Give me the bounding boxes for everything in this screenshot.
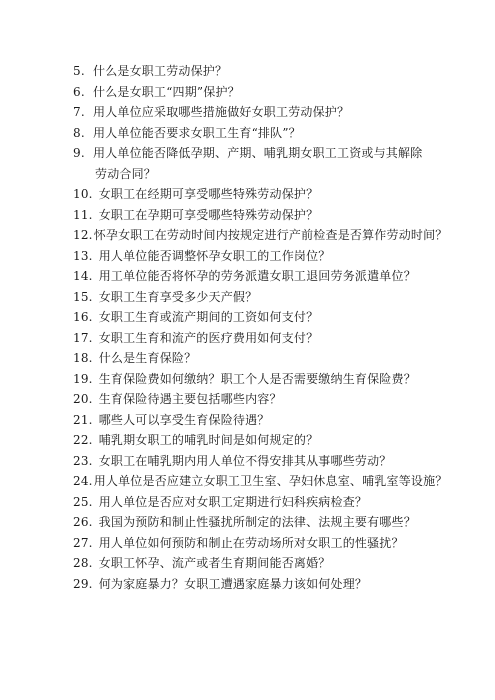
question-text: 用人单位能否要求女职工生育“排队”？ xyxy=(93,125,301,140)
question-text: 生育保险待遇主要包括哪些内容？ xyxy=(98,392,282,406)
question-number: 10. xyxy=(73,187,93,201)
question-text: 女职工怀孕、流产或者生育期间能否离婚？ xyxy=(98,556,331,570)
question-number: 18. xyxy=(73,351,93,365)
question-number: 25. xyxy=(73,494,93,509)
question-item xyxy=(73,205,473,226)
question-list xyxy=(73,61,473,594)
question-text: 女职工在孕期可享受哪些特殊劳动保护？ xyxy=(98,207,319,222)
question-number: 21. xyxy=(73,412,93,427)
question-text: 怀孕女职工在劳动时间内按规定进行产前检查是否算作劳动时间？ xyxy=(93,228,448,242)
question-text: 女职工生育享受多少天产假？ xyxy=(98,289,258,304)
question-text: 女职工生育或流产期间的工资如何支付？ xyxy=(98,310,319,324)
question-text: 用人单位是否应建立女职工卫生室、孕妇休息室、哺乳室等设施？ xyxy=(93,474,448,488)
question-text: 用人单位如何预防和制止在劳动场所对女职工的性骚扰？ xyxy=(98,535,404,550)
question-number: 26. xyxy=(73,515,93,529)
question-number: 14. xyxy=(73,269,93,283)
question-text: 什么是女职工“四期”保护？ xyxy=(93,84,240,99)
question-number: 13. xyxy=(73,248,93,263)
question-item xyxy=(73,533,473,554)
question-text: 用人单位应采取哪些措施做好女职工劳动保护？ xyxy=(93,105,350,119)
question-text: 哺乳期女职工的哺乳时间是如何规定的？ xyxy=(98,433,319,447)
question-item xyxy=(73,574,473,595)
question-item xyxy=(73,123,473,144)
question-item xyxy=(73,307,473,328)
question-number: 7. xyxy=(73,105,85,119)
question-number: 20. xyxy=(73,392,93,406)
question-number: 15. xyxy=(73,289,93,304)
question-item xyxy=(73,82,473,103)
question-item xyxy=(73,246,473,267)
question-number: 16. xyxy=(73,310,93,324)
question-number: 11. xyxy=(73,207,93,222)
question-number: 28. xyxy=(73,556,93,570)
question-text: 女职工生育和流产的医疗费用如何支付？ xyxy=(98,330,319,345)
question-number: 29. xyxy=(73,576,93,591)
question-item xyxy=(73,389,473,410)
question-number: 5. xyxy=(73,64,85,78)
question-number: 22. xyxy=(73,433,93,447)
question-item xyxy=(73,410,473,431)
question-number: 27. xyxy=(73,535,93,550)
question-text: 用人单位能否调整怀孕女职工的工作岗位？ xyxy=(98,248,331,263)
question-item xyxy=(73,369,473,390)
question-text-continuation: 劳动合同？ xyxy=(95,166,157,181)
question-item xyxy=(73,451,473,472)
question-item xyxy=(73,471,473,492)
question-item xyxy=(73,143,473,184)
question-item xyxy=(73,492,473,513)
question-item xyxy=(73,287,473,308)
question-number: 12. xyxy=(73,228,93,242)
question-text: 生育保险费如何缴纳？职工个人是否需要缴纳生育保险费？ xyxy=(98,371,416,386)
question-item xyxy=(73,225,473,246)
question-number: 6. xyxy=(73,84,85,99)
question-text: 什么是生育保险？ xyxy=(98,351,197,365)
question-item xyxy=(73,102,473,123)
question-item xyxy=(73,430,473,451)
question-item xyxy=(73,328,473,349)
question-text: 女职工在哺乳期内用人单位不得安排其从事哪些劳动？ xyxy=(98,453,392,468)
question-item xyxy=(73,184,473,205)
question-text: 用工单位能否将怀孕的劳务派遣女职工退回劳务派遣单位？ xyxy=(98,269,416,283)
question-number: 8. xyxy=(73,125,85,140)
question-item xyxy=(73,553,473,574)
question-text: 哪些人可以享受生育保险待遇？ xyxy=(98,412,270,427)
question-text: 用人单位是否应对女职工定期进行妇科疾病检查？ xyxy=(98,494,368,509)
question-text: 什么是女职工劳动保护？ xyxy=(93,64,228,78)
question-text: 用人单位能否降低孕期、产期、哺乳期女职工工资或与其解除 xyxy=(93,146,423,160)
question-item xyxy=(73,266,473,287)
question-item xyxy=(73,61,473,82)
question-number: 9. xyxy=(73,146,85,160)
question-number: 19. xyxy=(73,371,93,386)
question-text: 何为家庭暴力？女职工遭遇家庭暴力该如何处理？ xyxy=(98,576,368,591)
question-item xyxy=(73,512,473,533)
question-text: 我国为预防和制止性骚扰所制定的法律、法规主要有哪些？ xyxy=(98,515,416,529)
question-number: 17. xyxy=(73,330,93,345)
question-text: 女职工在经期可享受哪些特殊劳动保护？ xyxy=(98,187,319,201)
question-number: 24. xyxy=(73,474,93,488)
question-item xyxy=(73,348,473,369)
question-number: 23. xyxy=(73,453,93,468)
